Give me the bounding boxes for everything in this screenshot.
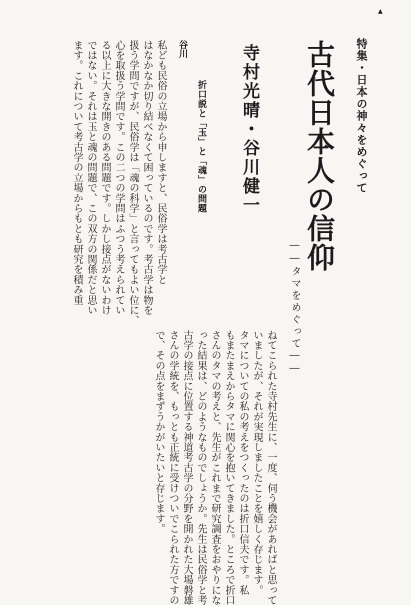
authors: 寺村光晴・谷川健一 bbox=[239, 44, 259, 215]
article-title: 古代日本人の信仰 bbox=[303, 40, 336, 272]
feature-label: 特集・日本の神々をめぐって bbox=[355, 38, 368, 194]
body-line: 私ども民俗の立場から申しますと、民俗学は考古学と bbox=[155, 40, 166, 285]
body-text-top bbox=[57, 40, 167, 326]
body-line: ではない。それは玉と魂の問題で、この双方の関係だと思い bbox=[85, 40, 96, 316]
body-line: 心を取扱う学問です。この二つの学問はふつう考えられてい bbox=[113, 40, 124, 316]
body-line: る以上に大きな開きのある問題です。しかし接点がないわけ bbox=[99, 40, 110, 316]
body-line: はなかなか切り結べなくて困っているのです。考古学は物を bbox=[141, 40, 152, 316]
body-text-bottom bbox=[137, 330, 277, 605]
speaker-label: 谷川 bbox=[177, 40, 187, 58]
body-line: もまたまえからタマに関心を抱いてきました。ところで折口 bbox=[223, 330, 234, 605]
body-line: いましたが、それが実現しましたことを嬉しく存じます。 bbox=[251, 330, 262, 596]
body-line: さんの学統を、もっとも正統に受けついでこられた方ですの bbox=[167, 330, 178, 605]
article-subtitle: ――タマをめぐって―― bbox=[289, 240, 300, 376]
body-line: 扱う学問ですが、民俗学は「魂の科学」と言ってもよい位に、 bbox=[127, 40, 138, 326]
page-mark: ▲ bbox=[378, 8, 383, 15]
body-line: った結果は、どのようなものでしょうか。先生は民俗学と考 bbox=[195, 330, 206, 605]
body-line: 古学の接点に位置する神道考古学の分野を開かれた大場磐雄 bbox=[181, 330, 192, 605]
body-line: ます。これについて考古学の立場からもとも研究を積み重 bbox=[71, 40, 82, 306]
body-line: ねてこられた寺村先生に、一度、伺う機会があればと思って bbox=[265, 330, 276, 605]
body-line: で、その点をまずうかがいたいと存じます。 bbox=[153, 330, 164, 534]
body-line: タマについての私の考えをつくったのは折口信夫です。私 bbox=[237, 330, 248, 596]
section-heading: 折口説と「玉」と「魂」の問題 bbox=[196, 80, 206, 213]
body-line: さんのタマの考えと、先生がこれまで研究調査をおやりにな bbox=[209, 330, 220, 605]
